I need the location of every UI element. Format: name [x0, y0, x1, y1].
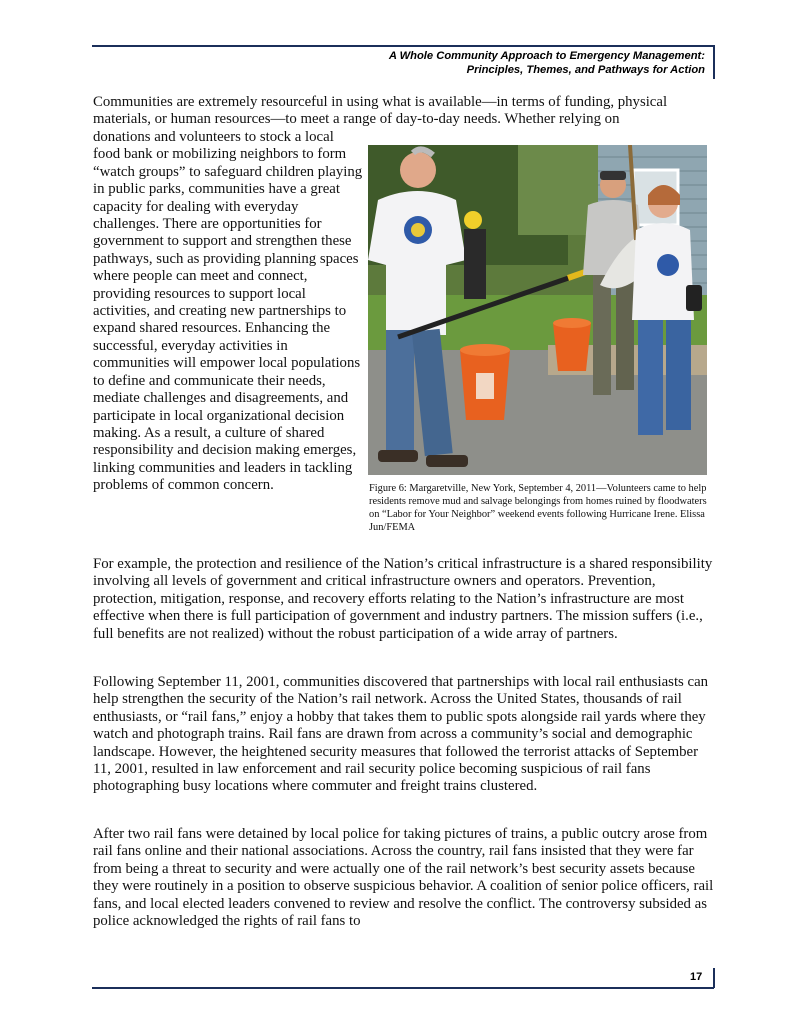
- header-rule: [92, 45, 714, 47]
- paragraph-rail-fans-outcry: After two rail fans were detained by local police for taking pictures of trains, a public outcry arose from rail fans online and their national associations. Across the country, rail fans insisted that they were far from being a threat to security and were actually one of the rail network’s best security assets because they were routinely in a position to observe suspicious behavior. A coalition of senior police officers, rail fans, and local elected leaders convened to review and resolve the conflict. The controversy subsided as police acknowledged the rights of rail fans to: [93, 826, 714, 930]
- footer-rule: [92, 987, 714, 989]
- header-vertical-bar: [713, 45, 715, 79]
- running-header: [389, 50, 705, 77]
- volunteers-photo: [368, 145, 707, 475]
- header-title-line2: Principles, Themes, and Pathways for Action: [466, 63, 705, 76]
- figure-caption: Figure 6: Margaretville, New York, September 4, 2011—Volunteers came to help residents remove mud and salvage belongings from homes ruined by floodwaters on “Labor for Your Neighbor” weekend events following Hurricane Irene. Elissa Jun/FEMA: [369, 483, 707, 533]
- page-number: 17: [690, 971, 703, 983]
- paragraph-critical-infrastructure: For example, the protection and resilience of the Nation’s critical infrastructure is a shared responsibility involving all levels of government and critical infrastructure owners and operators. Prevention, protection, mitigation, response, and recovery efforts relating to the Nation’s infrastructure are most effective when there is full participation of government and industry partners. The mission suffers (i.e., full benefits are not realized) without the robust participation of a wide array of partners.: [93, 556, 713, 642]
- volunteers-photo-illustration: [368, 145, 707, 475]
- footer-vertical-bar: [713, 968, 715, 988]
- left-column-text: donations and volunteers to stock a local food bank or mobilizing neighbors to form “watch groups” to safeguard children playing in public parks, communities have a great capacity for dealing with everyday challenges. There are opportunities for government to support and strengthen these pathways, such as providing planning spaces where people can meet and connect, providing resources to support local activities, and creating new partnerships to expand shared resources. Enhancing the successful, everyday activities in communities will empower local populations to define and communicate their needs, mediate challenges and disagreements, and participate in local organizational decision making. As a result, a culture of shared responsibility and decision making emerges, linking communities and leaders in tackling problems of common concern.: [93, 129, 363, 494]
- intro-paragraph: Communities are extremely resourceful in using what is available—in terms of funding, physical materials, or human resources—to meet a range of day-to-day needs. Whether relying on: [93, 94, 668, 128]
- paragraph-rail-enthusiasts: Following September 11, 2001, communities discovered that partnerships with local rail enthusiasts can help strengthen the security of the Nation’s rail network. Across the United States, thousands of rail enthusiasts, or “rail fans,” enjoy a hobby that takes them to public spots alongside rail yards where they watch and photograph trains. Rail fans are drawn from across a community’s social and demographic landscape. However, the heightened security measures that followed the terrorist attacks of September 11, 2001, resulted in law enforcement and rail security police becoming suspicious of rail fans photographing busy locations where commuter and freight trains clustered.: [93, 674, 709, 795]
- header-title-line1: A Whole Community Approach to Emergency Management:: [388, 50, 705, 62]
